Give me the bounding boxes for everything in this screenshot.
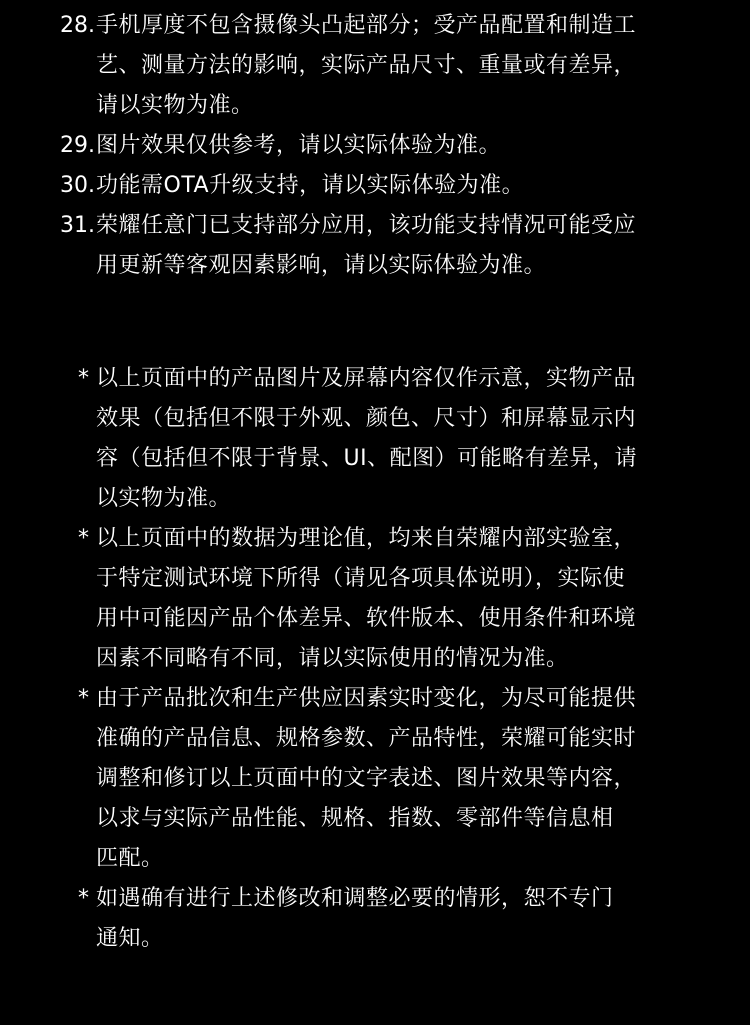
disclaimer-line: 准确的产品信息、规格参数、产品特性，荣耀可能实时 <box>96 726 637 751</box>
note-line: 手机厚度不包含摄像头凸起部分；受产品配置和制造工 <box>96 13 637 38</box>
note-line: 用更新等客观因素影响，请以实际体验为准。 <box>96 253 547 278</box>
disclaimer-item <box>78 679 698 879</box>
note-number: 29. <box>60 133 95 158</box>
note-number: 28. <box>60 13 95 38</box>
disclaimer-line: 以上页面中的产品图片及屏幕内容仅作示意，实物产品 <box>96 366 637 391</box>
disclaimer-line: 以上页面中的数据为理论值，均来自荣耀内部实验室， <box>96 526 637 551</box>
disclaimer-line: 以实物为准。 <box>96 486 232 511</box>
note-item-30 <box>60 166 700 206</box>
disclaimer-item <box>78 359 698 519</box>
asterisk-marker: * <box>78 886 90 911</box>
disclaimer-line: 匹配。 <box>96 846 164 871</box>
asterisk-marker: * <box>78 366 90 391</box>
note-line: 图片效果仅供参考，请以实际体验为准。 <box>96 133 502 158</box>
note-line: 艺、测量方法的影响，实际产品尺寸、重量或有差异， <box>96 53 637 78</box>
note-number: 30. <box>60 173 95 198</box>
disclaimer-line: 调整和修订以上页面中的文字表述、图片效果等内容， <box>96 766 637 791</box>
asterisk-marker: * <box>78 526 90 551</box>
note-line: 请以实物为准。 <box>96 93 254 118</box>
numbered-notes-list <box>60 6 700 286</box>
disclaimer-line: 由于产品批次和生产供应因素实时变化，为尽可能提供 <box>96 686 637 711</box>
disclaimer-line: 于特定测试环境下所得（请见各项具体说明），实际使 <box>96 566 626 591</box>
disclaimer-line: 因素不同略有不同，请以实际使用的情况为准。 <box>96 646 569 671</box>
note-line: 功能需OTA升级支持，请以实际体验为准。 <box>96 173 525 198</box>
disclaimer-item <box>78 879 698 959</box>
disclaimer-line: 如遇确有进行上述修改和调整必要的情形，恕不专门 <box>96 886 614 911</box>
note-item-28 <box>60 6 700 126</box>
disclaimer-line: 用中可能因产品个体差异、软件版本、使用条件和环境 <box>96 606 637 631</box>
note-item-29 <box>60 126 700 166</box>
note-item-31 <box>60 206 700 286</box>
note-line: 荣耀任意门已支持部分应用，该功能支持情况可能受应 <box>96 213 637 238</box>
disclaimer-line: 以求与实际产品性能、规格、指数、零部件等信息相 <box>96 806 614 831</box>
note-number: 31. <box>60 213 95 238</box>
disclaimer-item <box>78 519 698 679</box>
asterisk-marker: * <box>78 686 90 711</box>
disclaimer-line: 容（包括但不限于背景、UI、配图）可能略有差异，请 <box>96 446 638 471</box>
disclaimer-list <box>78 359 698 959</box>
disclaimer-line: 通知。 <box>96 926 164 951</box>
disclaimer-line: 效果（包括但不限于外观、颜色、尺寸）和屏幕显示内 <box>96 406 637 431</box>
